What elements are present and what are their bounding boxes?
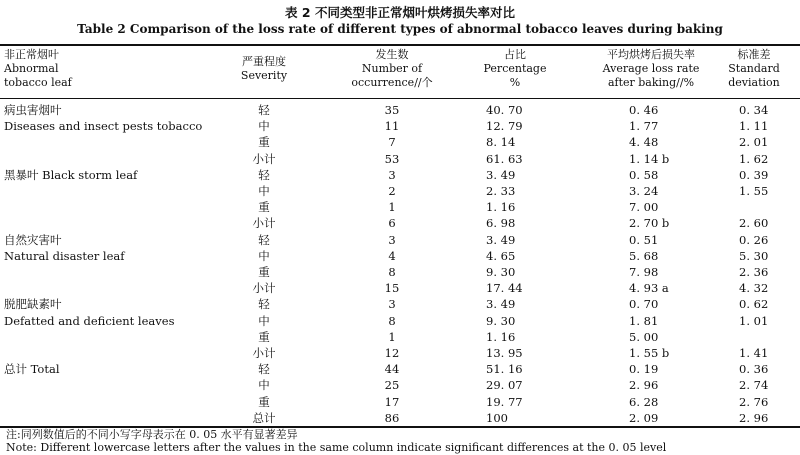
- table-row: [0, 280, 800, 296]
- cell-loss-rate: 1. 55 b: [629, 346, 670, 360]
- cell-loss-rate: 3. 24: [629, 184, 659, 198]
- cell-type: Natural disaster leaf: [4, 248, 125, 263]
- cell-occurrence: 12: [384, 346, 400, 360]
- cell-loss-rate: 2. 09: [629, 410, 659, 425]
- cell-standard-deviation: 2. 60: [739, 216, 769, 231]
- cell-percentage: 17. 44: [486, 281, 523, 296]
- cell-severity: 中: [258, 378, 270, 393]
- table-title-cn: 表 2 不同类型非正常烟叶烘烤损失率对比: [285, 5, 515, 20]
- cell-percentage: 61. 63: [486, 151, 523, 166]
- cell-loss-rate: 0. 19: [629, 362, 659, 377]
- table-row: [0, 345, 800, 361]
- table-row: [0, 410, 800, 426]
- table-row: [0, 329, 800, 345]
- cell-type: 病虫害烟叶: [4, 103, 62, 117]
- cell-standard-deviation: 5. 30: [739, 248, 769, 263]
- cell-standard-deviation: 4. 32: [739, 281, 769, 296]
- cell-percentage: 6. 98: [486, 216, 516, 231]
- cell-occurrence: 25: [384, 378, 400, 393]
- header-type: 非正常烟叶 Abnormal tobacco leaf: [4, 48, 72, 89]
- cell-standard-deviation: 1. 01: [739, 313, 769, 328]
- cell-standard-deviation: 0. 34: [739, 103, 769, 117]
- table-row: [0, 134, 800, 150]
- cell-percentage: 4. 65: [486, 248, 516, 263]
- cell-occurrence: 7: [388, 135, 396, 150]
- cell-type: 总计 Total: [4, 362, 60, 377]
- table-row: [0, 377, 800, 393]
- table-title-en: Table 2 Comparison of the loss rate of different types of abnormal tobacco leaves during baking: [77, 22, 723, 36]
- cell-type: 自然灾害叶: [4, 232, 62, 247]
- cell-severity: 小计: [252, 281, 276, 296]
- cell-loss-rate: 4. 93 a: [629, 281, 669, 296]
- cell-percentage: 13. 95: [486, 346, 523, 360]
- cell-loss-rate: 4. 48: [629, 135, 659, 150]
- cell-percentage: 3. 49: [486, 297, 516, 312]
- cell-occurrence: 3: [388, 232, 396, 247]
- header-loss-rate: 平均烘烤后损失率 Average loss rate after baking//%: [602, 48, 700, 89]
- cell-standard-deviation: 0. 39: [739, 167, 769, 182]
- cell-standard-deviation: 0. 62: [739, 297, 769, 312]
- cell-severity: 小计: [252, 216, 276, 231]
- table-row: [0, 199, 800, 215]
- table-row: [0, 118, 800, 134]
- header-standard-deviation: 标准差 Standard deviation: [728, 48, 780, 89]
- cell-severity: 小计: [252, 151, 276, 166]
- cell-severity: 中: [258, 184, 270, 198]
- table-row: [0, 296, 800, 312]
- cell-loss-rate: 5. 68: [629, 248, 659, 263]
- cell-type: 黑暴叶 Black storm leaf: [4, 167, 138, 182]
- header-severity: 严重程度 Severity: [240, 55, 288, 82]
- cell-occurrence: 11: [384, 119, 400, 134]
- cell-percentage: 9. 30: [486, 265, 516, 279]
- cell-percentage: 9. 30: [486, 313, 516, 328]
- cell-severity: 轻: [258, 103, 270, 117]
- cell-percentage: 100: [486, 410, 508, 425]
- cell-percentage: 3. 49: [486, 167, 516, 182]
- header-rule: [0, 98, 800, 99]
- cell-severity: 小计: [252, 346, 276, 360]
- note-cn: 注:同列数值后的不同小写字母表示在 0. 05 水平有显著差异: [6, 428, 298, 441]
- table-row: [0, 232, 800, 248]
- cell-percentage: 1. 16: [486, 329, 516, 344]
- cell-occurrence: 53: [384, 151, 400, 166]
- cell-severity: 轻: [258, 362, 270, 377]
- cell-loss-rate: 6. 28: [629, 394, 659, 409]
- cell-occurrence: 17: [384, 394, 400, 409]
- cell-standard-deviation: 2. 01: [739, 135, 769, 150]
- cell-severity: 重: [258, 200, 270, 215]
- cell-percentage: 12. 79: [486, 119, 523, 134]
- cell-severity: 重: [258, 135, 270, 150]
- cell-percentage: 51. 16: [486, 362, 523, 377]
- header-occurrence: 发生数 Number of occurrence//个: [351, 48, 433, 89]
- cell-loss-rate: 0. 51: [629, 232, 659, 247]
- cell-severity: 中: [258, 119, 270, 134]
- cell-occurrence: 35: [384, 103, 400, 117]
- cell-standard-deviation: 0. 26: [739, 232, 769, 247]
- cell-severity: 中: [258, 248, 270, 263]
- cell-loss-rate: 0. 58: [629, 167, 659, 182]
- cell-occurrence: 4: [388, 248, 396, 263]
- cell-percentage: 2. 33: [486, 184, 516, 198]
- cell-standard-deviation: 1. 11: [739, 119, 769, 134]
- cell-percentage: 8. 14: [486, 135, 516, 150]
- cell-loss-rate: 0. 46: [629, 103, 659, 117]
- cell-loss-rate: 1. 14 b: [629, 151, 670, 166]
- cell-standard-deviation: 2. 76: [739, 394, 769, 409]
- cell-severity: 中: [258, 313, 270, 328]
- note-en: Note: Different lowercase letters after the values in the same column indicate significant differences at the 0. 05 level: [6, 441, 667, 454]
- cell-occurrence: 44: [384, 362, 400, 377]
- cell-occurrence: 86: [384, 410, 400, 425]
- table-row: [0, 361, 800, 377]
- cell-occurrence: 3: [388, 297, 396, 312]
- cell-severity: 重: [258, 265, 270, 279]
- cell-percentage: 19. 77: [486, 394, 523, 409]
- cell-loss-rate: 1. 77: [629, 119, 659, 134]
- table-row: [0, 394, 800, 410]
- cell-occurrence: 3: [388, 167, 396, 182]
- cell-percentage: 3. 49: [486, 232, 516, 247]
- cell-severity: 总计: [252, 410, 276, 425]
- cell-occurrence: 8: [388, 265, 396, 279]
- table-row: [0, 264, 800, 280]
- cell-standard-deviation: 2. 96: [739, 410, 769, 425]
- cell-occurrence: 1: [388, 200, 396, 215]
- table-row: [0, 102, 800, 118]
- table-row: [0, 313, 800, 329]
- cell-percentage: 40. 70: [486, 103, 523, 117]
- cell-severity: 轻: [258, 297, 270, 312]
- cell-standard-deviation: 1. 55: [739, 184, 769, 198]
- table-row: [0, 215, 800, 231]
- cell-severity: 轻: [258, 167, 270, 182]
- cell-severity: 重: [258, 394, 270, 409]
- cell-loss-rate: 2. 96: [629, 378, 659, 393]
- cell-severity: 重: [258, 329, 270, 344]
- cell-severity: 轻: [258, 232, 270, 247]
- cell-standard-deviation: 1. 62: [739, 151, 769, 166]
- top-rule: [0, 44, 800, 46]
- cell-standard-deviation: 1. 41: [739, 346, 769, 360]
- cell-loss-rate: 1. 81: [629, 313, 659, 328]
- cell-percentage: 29. 07: [486, 378, 523, 393]
- cell-standard-deviation: 2. 74: [739, 378, 769, 393]
- table-row: [0, 167, 800, 183]
- cell-loss-rate: 7. 98: [629, 265, 659, 279]
- table-row: [0, 151, 800, 167]
- cell-type: Defatted and deficient leaves: [4, 313, 175, 328]
- cell-occurrence: 2: [388, 184, 396, 198]
- cell-percentage: 1. 16: [486, 200, 516, 215]
- cell-loss-rate: 7. 00: [629, 200, 659, 215]
- cell-occurrence: 8: [388, 313, 396, 328]
- cell-standard-deviation: 0. 36: [739, 362, 769, 377]
- table-row: [0, 183, 800, 199]
- cell-standard-deviation: 2. 36: [739, 265, 769, 279]
- table-row: [0, 248, 800, 264]
- cell-occurrence: 1: [388, 329, 396, 344]
- cell-loss-rate: 2. 70 b: [629, 216, 670, 231]
- cell-loss-rate: 0. 70: [629, 297, 659, 312]
- cell-occurrence: 15: [384, 281, 400, 296]
- cell-type: 脱肥缺素叶: [4, 297, 62, 312]
- cell-occurrence: 6: [388, 216, 396, 231]
- cell-loss-rate: 5. 00: [629, 329, 659, 344]
- header-percentage: 占比 Percentage %: [483, 48, 547, 89]
- cell-type: Diseases and insect pests tobacco: [4, 119, 203, 134]
